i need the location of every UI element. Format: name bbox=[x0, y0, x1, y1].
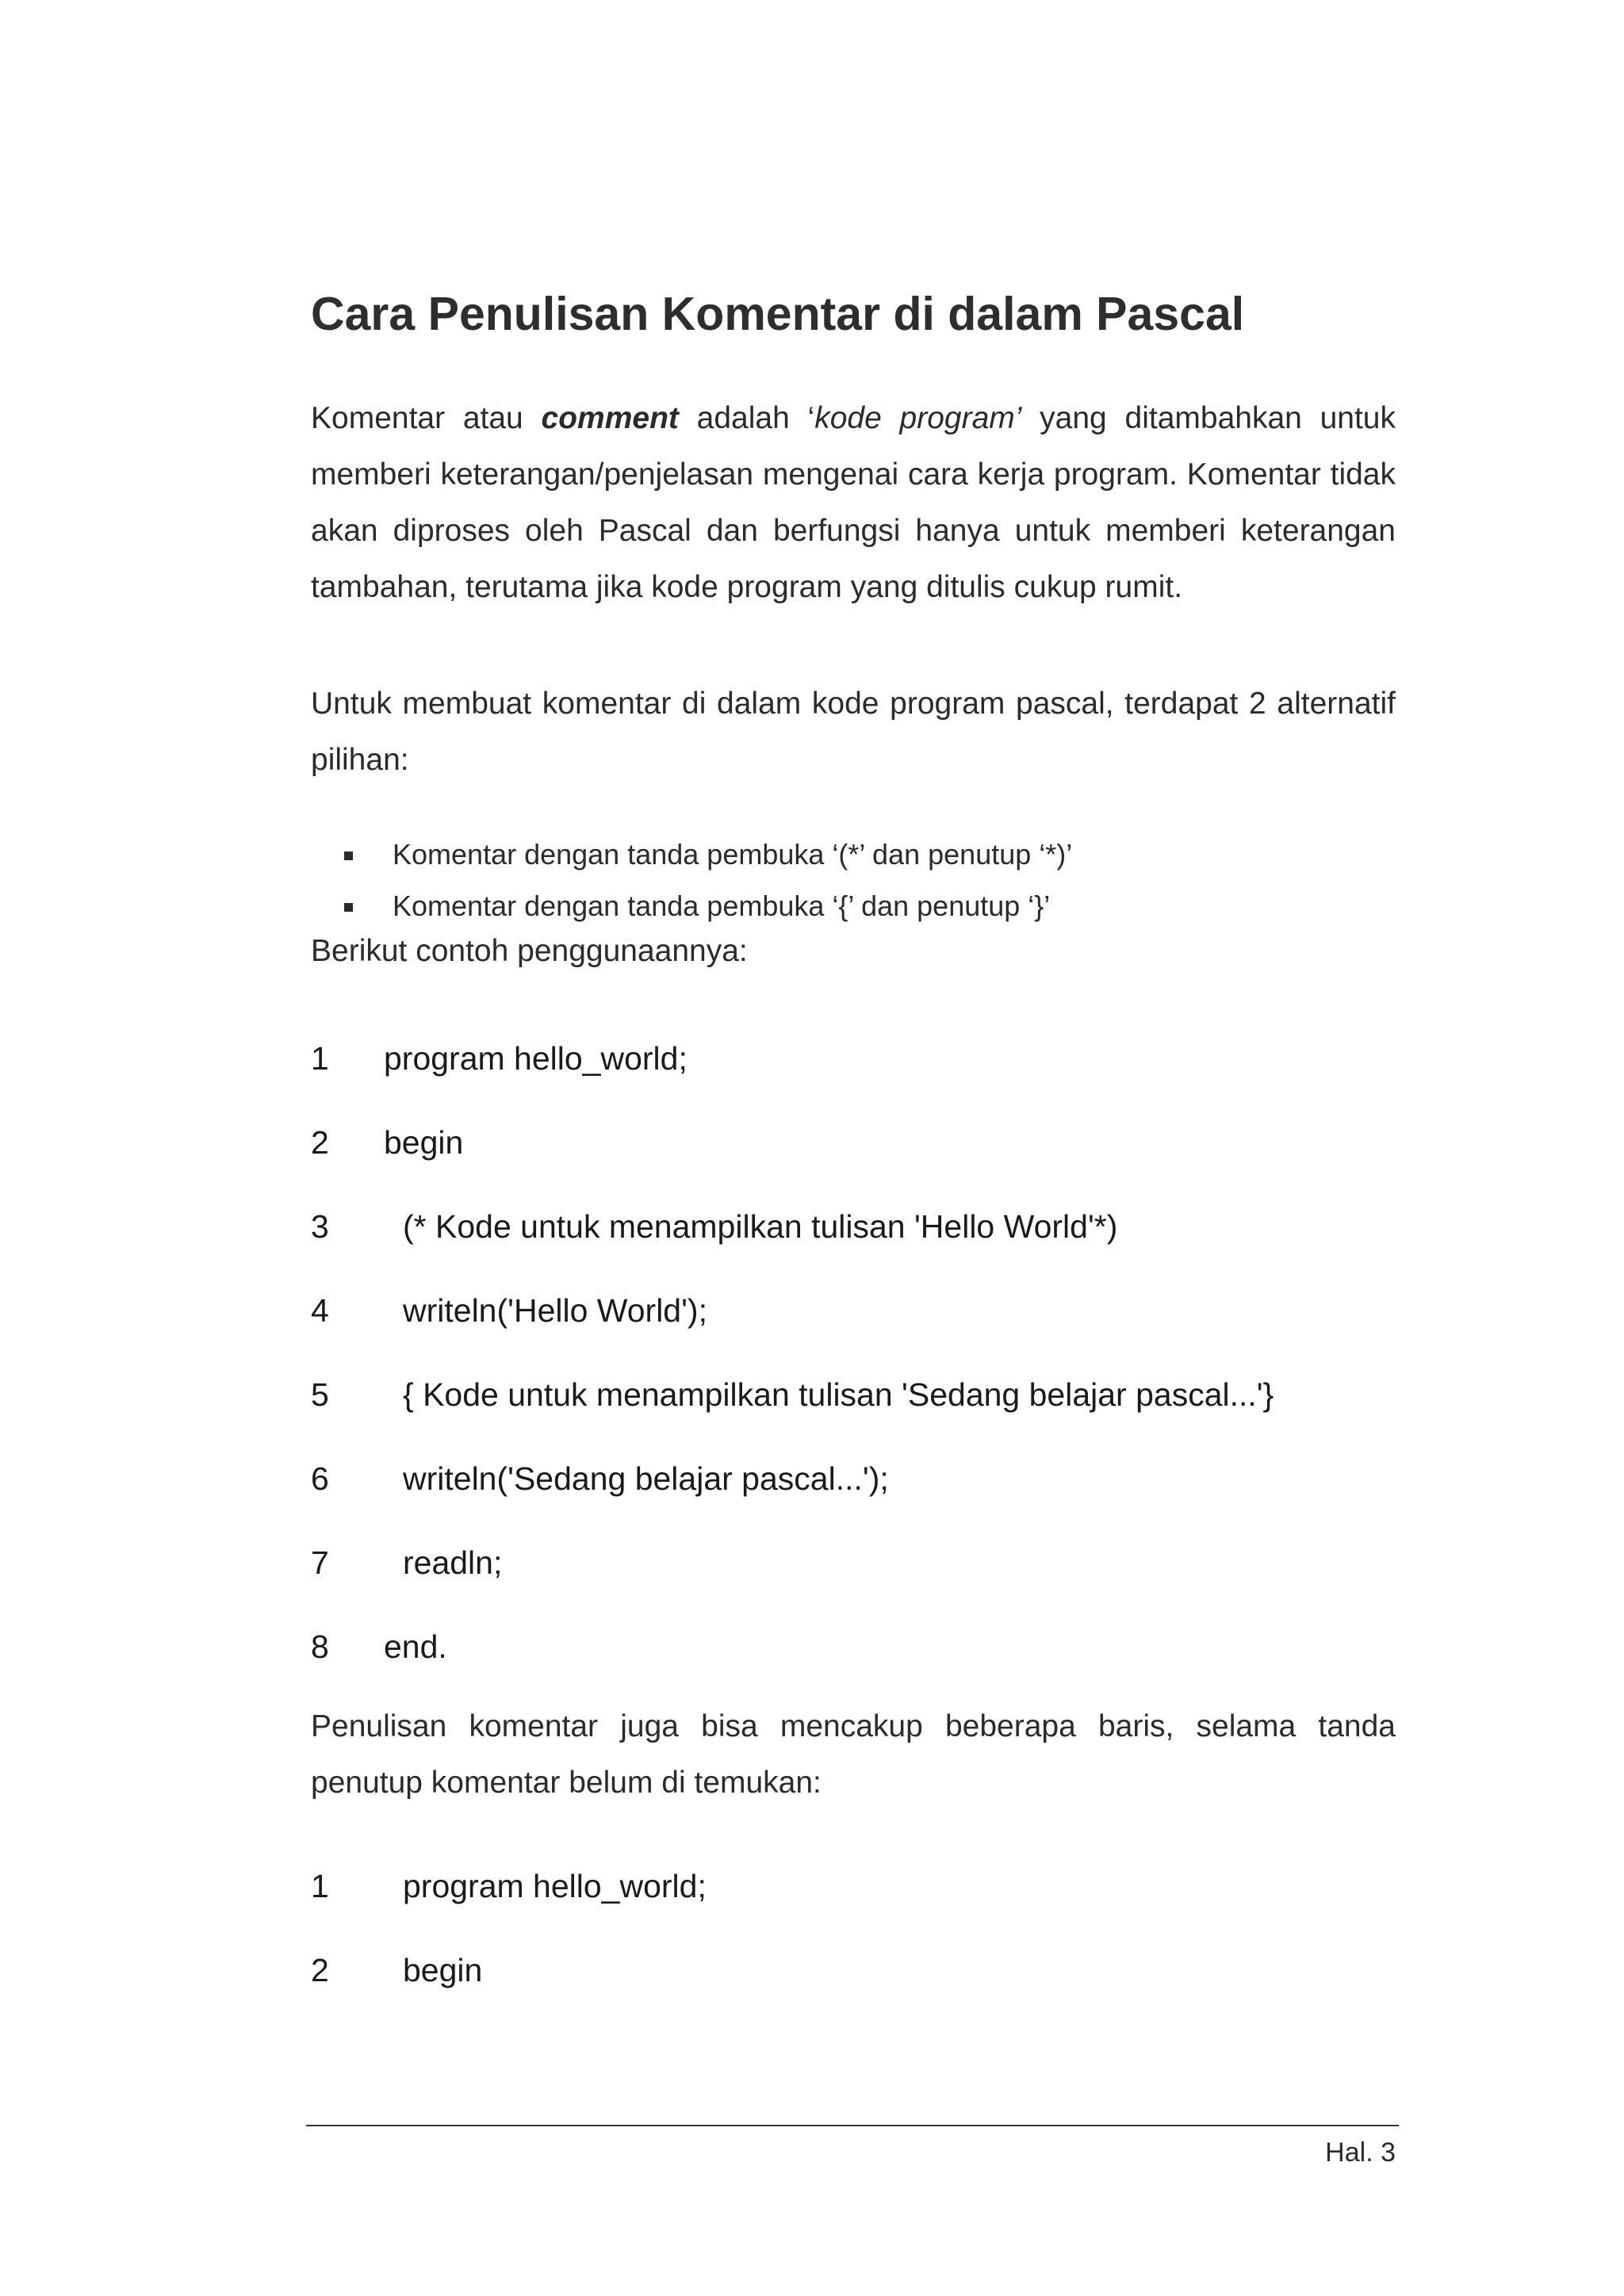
code-text: readln; bbox=[403, 1544, 503, 1581]
code-text: writeln('Hello World'); bbox=[403, 1292, 707, 1329]
code-line bbox=[311, 1857, 1396, 1941]
code-line bbox=[311, 1281, 1396, 1365]
square-bullet-icon bbox=[344, 903, 353, 912]
code-line bbox=[311, 1533, 1396, 1617]
code-text: (* Kode untuk menampilkan tulisan 'Hello World'*) bbox=[403, 1208, 1118, 1245]
code-line bbox=[311, 1197, 1396, 1281]
line-number: 1 bbox=[311, 1040, 329, 1077]
intro-bold-term: comment bbox=[541, 401, 679, 435]
list-item-text: Komentar dengan tanda pembuka ‘{’ dan penutup ‘}’ bbox=[393, 890, 1051, 922]
code-text: program hello_world; bbox=[384, 1040, 688, 1077]
multiline-intro-text: Penulisan komentar juga bisa mencakup beberapa baris, selama tanda penutup komentar belum di temukan: bbox=[311, 1709, 1396, 1800]
intro-italic-term: kode program’ bbox=[814, 401, 1022, 435]
intro-text-start: Komentar atau bbox=[311, 401, 542, 435]
footer-divider bbox=[306, 2125, 1399, 2126]
code-line bbox=[311, 1113, 1396, 1197]
line-number: 8 bbox=[311, 1628, 329, 1665]
intro-paragraph bbox=[311, 390, 1396, 615]
line-number: 3 bbox=[311, 1208, 329, 1245]
line-number: 6 bbox=[311, 1460, 329, 1497]
code-text: writeln('Sedang belajar pascal...'); bbox=[403, 1460, 889, 1497]
intro-text-end: yang ditambahkan untuk memberi keterangan/penjelasan mengenai cara kerja program. Komentar tidak akan diproses oleh Pascal dan berfungsi hanya untuk memberi keterangan tambahan, terutama jika kode program yang ditulis cukup rumit. bbox=[311, 401, 1396, 604]
intro-text-mid: adalah ‘ bbox=[678, 401, 815, 435]
square-bullet-icon bbox=[344, 851, 353, 860]
line-number: 1 bbox=[311, 1868, 329, 1904]
code-example-1 bbox=[311, 1029, 1396, 1701]
code-line bbox=[311, 1365, 1396, 1449]
document-page bbox=[311, 0, 1396, 2296]
line-number: 5 bbox=[311, 1376, 329, 1413]
list-item-text: Komentar dengan tanda pembuka ‘(*’ dan penutup ‘*)’ bbox=[393, 838, 1073, 871]
alternatives-paragraph: Untuk membuat komentar di dalam kode program pascal, terdapat 2 alternatif pilihan: bbox=[311, 687, 1396, 777]
code-line bbox=[311, 1941, 1396, 2025]
page-number: Hal. 3 bbox=[1325, 2137, 1396, 2168]
code-text: begin bbox=[384, 1124, 464, 1161]
list-item bbox=[311, 828, 1072, 880]
code-text: end. bbox=[384, 1628, 447, 1665]
code-text: begin bbox=[403, 1952, 483, 1988]
code-example-2 bbox=[311, 1857, 1396, 2025]
page-title: Cara Penulisan Komentar di dalam Pascal bbox=[311, 288, 1245, 340]
example-intro: Berikut contoh penggunaannya: bbox=[311, 934, 748, 968]
code-line bbox=[311, 1029, 1396, 1113]
comment-style-list bbox=[311, 828, 1072, 932]
line-number: 2 bbox=[311, 1124, 329, 1161]
code-text: program hello_world; bbox=[403, 1868, 707, 1904]
multiline-intro bbox=[311, 1698, 1396, 1811]
line-number: 4 bbox=[311, 1292, 329, 1329]
code-line bbox=[311, 1449, 1396, 1533]
code-text: { Kode untuk menampilkan tulisan 'Sedang belajar pascal...'} bbox=[403, 1376, 1274, 1413]
line-number: 2 bbox=[311, 1952, 329, 1988]
code-line bbox=[311, 1617, 1396, 1701]
line-number: 7 bbox=[311, 1544, 329, 1581]
